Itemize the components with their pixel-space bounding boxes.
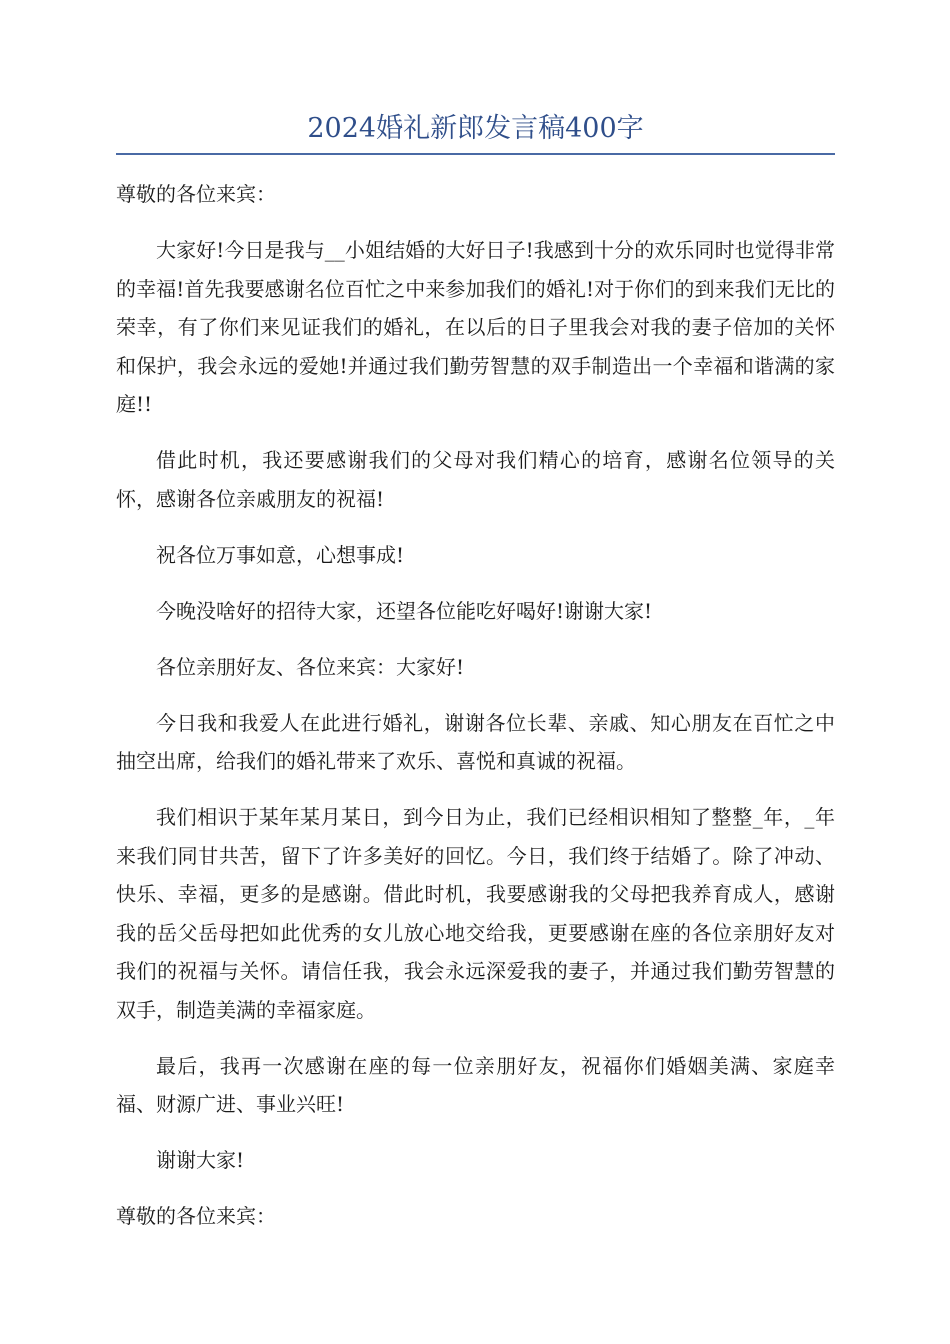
paragraph: 最后，我再一次感谢在座的每一位亲朋好友，祝福你们婚姻美满、家庭幸福、财源广进、事业兴旺!: [116, 1053, 835, 1116]
paragraph: 各位亲朋好友、各位来宾：大家好!: [156, 654, 465, 679]
paragraph: 大家好!今日是我与__小姐结婚的大好日子!我感到十分的欢乐同时也觉得非常的幸福!首先我要感谢名位百忙之中来参加我们的婚礼!对于你们的到来我们无比的荣幸，有了你们来见证我们的婚礼，在以后的日子里我会对我的妻子倍加的关怀和保护，我会永远的爱她!并通过我们勤劳智慧的双手制造出一个幸福和谐满的家庭!!: [116, 238, 835, 416]
document-body: [116, 175, 835, 1236]
paragraph-closing: 谢谢大家!: [156, 1148, 245, 1172]
paragraph: 祝各位万事如意，心想事成!: [156, 542, 405, 567]
paragraph-salutation: 尊敬的各位来宾：: [116, 1204, 276, 1228]
paragraph: 今日我和我爱人在此进行婚礼，谢谢各位长辈、亲戚、知心朋友在百忙之中抽空出席，给我们的婚礼带来了欢乐、喜悦和真诚的祝福。: [116, 710, 835, 773]
paragraph: 我们相识于某年某月某日，到今日为止，我们已经相识相知了整整_年，_年来我们同甘共苦，留下了许多美好的回忆。今日，我们终于结婚了。除了冲动、快乐、幸福，更多的是感谢。借此时机，我要感谢我的父母把我养育成人，感谢我的岳父岳母把如此优秀的女儿放心地交给我，更要感谢在座的各位亲朋好友对我们的祝福与关怀。请信任我，我会永远深爱我的妻子，并通过我们勤劳智慧的双手，制造美满的幸福家庭。: [116, 805, 835, 1022]
paragraph: 今晚没啥好的招待大家，还望各位能吃好喝好!谢谢大家!: [156, 598, 653, 623]
document-page: [116, 110, 835, 1253]
paragraph-salutation: 尊敬的各位来宾：: [116, 182, 276, 206]
title-underline: [116, 153, 835, 155]
paragraph: 借此时机，我还要感谢我们的父母对我们精心的培育，感谢名位领导的关怀，感谢各位亲戚朋友的祝福!: [116, 448, 835, 511]
document-title: 2024婚礼新郎发言稿400字: [307, 113, 644, 144]
